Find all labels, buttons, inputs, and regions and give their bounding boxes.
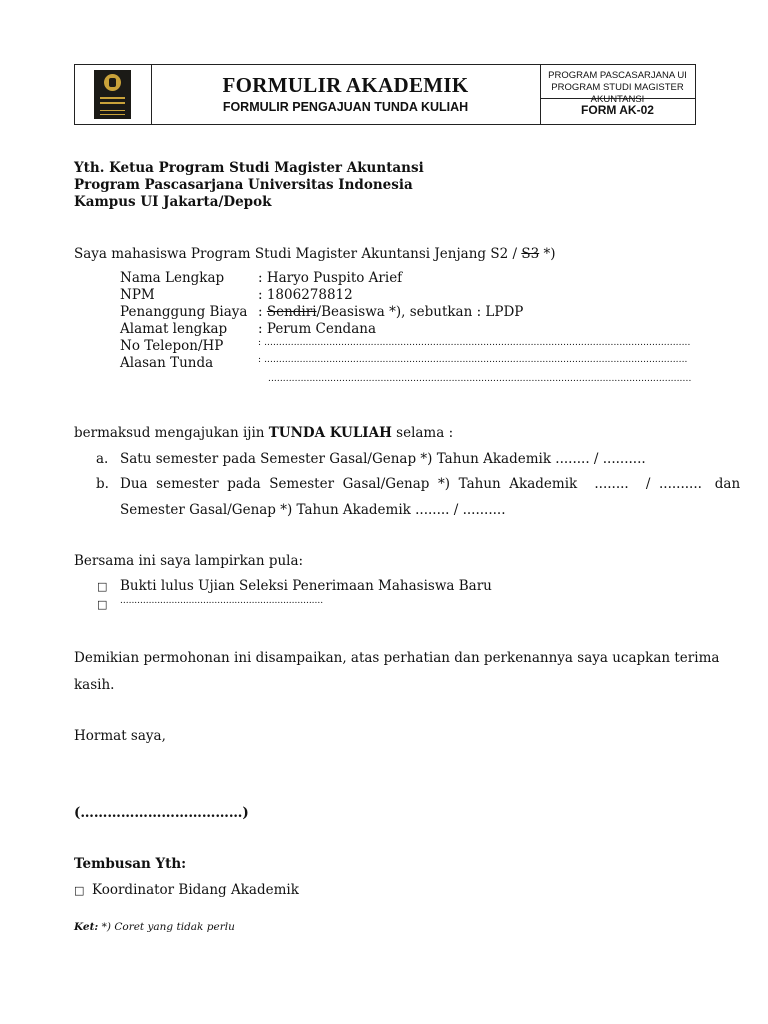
field-label-npm: NPM bbox=[120, 287, 155, 303]
option-a-text: Satu semester pada Semester Gasal/Genap *) Tahun Akademik ........ / .......... bbox=[120, 451, 646, 467]
field-value-biaya bbox=[258, 304, 523, 320]
footnote-text: *) Coret yang tidak perlu bbox=[98, 921, 235, 933]
field-label-alasan: Alasan Tunda bbox=[120, 355, 214, 371]
logo-text-line bbox=[100, 110, 125, 111]
program-line-1: PROGRAM PASCASARJANA UI bbox=[548, 70, 687, 81]
logo-text-line bbox=[100, 102, 125, 104]
program-info bbox=[540, 65, 695, 105]
field-value-alamat: : Perum Cendana bbox=[258, 321, 376, 337]
checkbox-icon: □ bbox=[97, 580, 108, 593]
field-value-alasan: : ............................................................................................................................................... bbox=[258, 355, 688, 365]
footnote-label: Ket: bbox=[74, 921, 99, 933]
request-statement bbox=[74, 425, 453, 441]
field-value-nama: : Haryo Puspito Arief bbox=[258, 270, 403, 286]
program-cell bbox=[540, 65, 695, 124]
emblem-icon bbox=[104, 74, 121, 91]
addressee-line-3: Kampus UI Jakarta/Depok bbox=[74, 194, 272, 210]
option-b-text: Dua semester pada Semester Gasal/Genap *) Tahun Akademik ........ / .......... dan bbox=[120, 476, 741, 492]
cc-item: Koordinator Bidang Akademik bbox=[92, 882, 299, 898]
form-title: FORMULIR AKADEMIK bbox=[222, 73, 469, 97]
addressee-line-2: Program Pascasarjana Universitas Indonesia bbox=[74, 177, 413, 193]
signature-placeholder: (………………………………) bbox=[74, 805, 249, 821]
title-cell bbox=[151, 65, 541, 124]
option-a-marker: a. bbox=[96, 451, 109, 467]
request-pre: bermaksud mengajukan ijin bbox=[74, 425, 269, 441]
option-b-marker: b. bbox=[96, 476, 109, 492]
field-label-alamat: Alamat lengkap bbox=[120, 321, 228, 337]
cc-title: Tembusan Yth: bbox=[74, 856, 187, 872]
request-bold: TUNDA KULIAH bbox=[268, 425, 392, 441]
program-lines bbox=[540, 70, 695, 106]
biaya-rest: /Beasiswa *), sebutkan : LPDP bbox=[316, 304, 524, 320]
alasan-continuation: ............................................................................................................................................... bbox=[268, 374, 692, 384]
logo-text-line bbox=[100, 114, 125, 115]
intro-text: Saya mahasiswa Program Studi Magister Akuntansi Jenjang S2 / bbox=[74, 246, 522, 262]
field-value-npm: : 1806278812 bbox=[258, 287, 353, 303]
field-label-biaya: Penanggung Biaya bbox=[120, 304, 248, 320]
intro-statement bbox=[74, 246, 555, 262]
addressee-line-1: Yth. Ketua Program Studi Magister Akuntansi bbox=[74, 160, 424, 176]
field-value-telepon: : ................................................................................................................................................ bbox=[258, 338, 691, 348]
attachment-item-1: Bukti lulus Ujian Seleksi Penerimaan Mahasiswa Baru bbox=[120, 578, 492, 594]
closing-line-2: kasih. bbox=[74, 677, 115, 693]
request-post: selama : bbox=[391, 425, 454, 441]
checkbox-icon: □ bbox=[97, 598, 108, 611]
form-subtitle: FORMULIR PENGAJUAN TUNDA KULIAH bbox=[222, 100, 469, 114]
option-b-text-cont: Semester Gasal/Genap *) Tahun Akademik ........ / .......... bbox=[120, 502, 506, 518]
closing-line-1: Demikian permohonan ini disampaikan, atas perhatian dan perkenannya saya ucapkan terima bbox=[74, 650, 720, 666]
logo-text-line bbox=[100, 97, 125, 99]
biaya-struck: Sendiri bbox=[266, 304, 317, 320]
field-label-nama: Nama Lengkap bbox=[120, 270, 225, 286]
logo-cell bbox=[75, 65, 152, 124]
intro-struck: S3 bbox=[521, 246, 540, 262]
program-line-2: PROGRAM STUDI MAGISTER AKUNTANSI bbox=[551, 82, 684, 105]
form-header bbox=[74, 64, 696, 125]
university-logo bbox=[94, 70, 131, 119]
form-code: FORM AK-02 bbox=[581, 103, 654, 117]
attachment-item-2: ....................................................................... bbox=[120, 596, 324, 606]
biaya-prefix: : bbox=[258, 304, 267, 320]
attach-intro: Bersama ini saya lampirkan pula: bbox=[74, 553, 304, 569]
checkbox-icon: □ bbox=[74, 884, 85, 897]
intro-suffix: *) bbox=[539, 246, 556, 262]
footnote bbox=[74, 921, 235, 933]
field-label-telepon: No Telepon/HP bbox=[120, 338, 224, 354]
regards: Hormat saya, bbox=[74, 728, 166, 744]
